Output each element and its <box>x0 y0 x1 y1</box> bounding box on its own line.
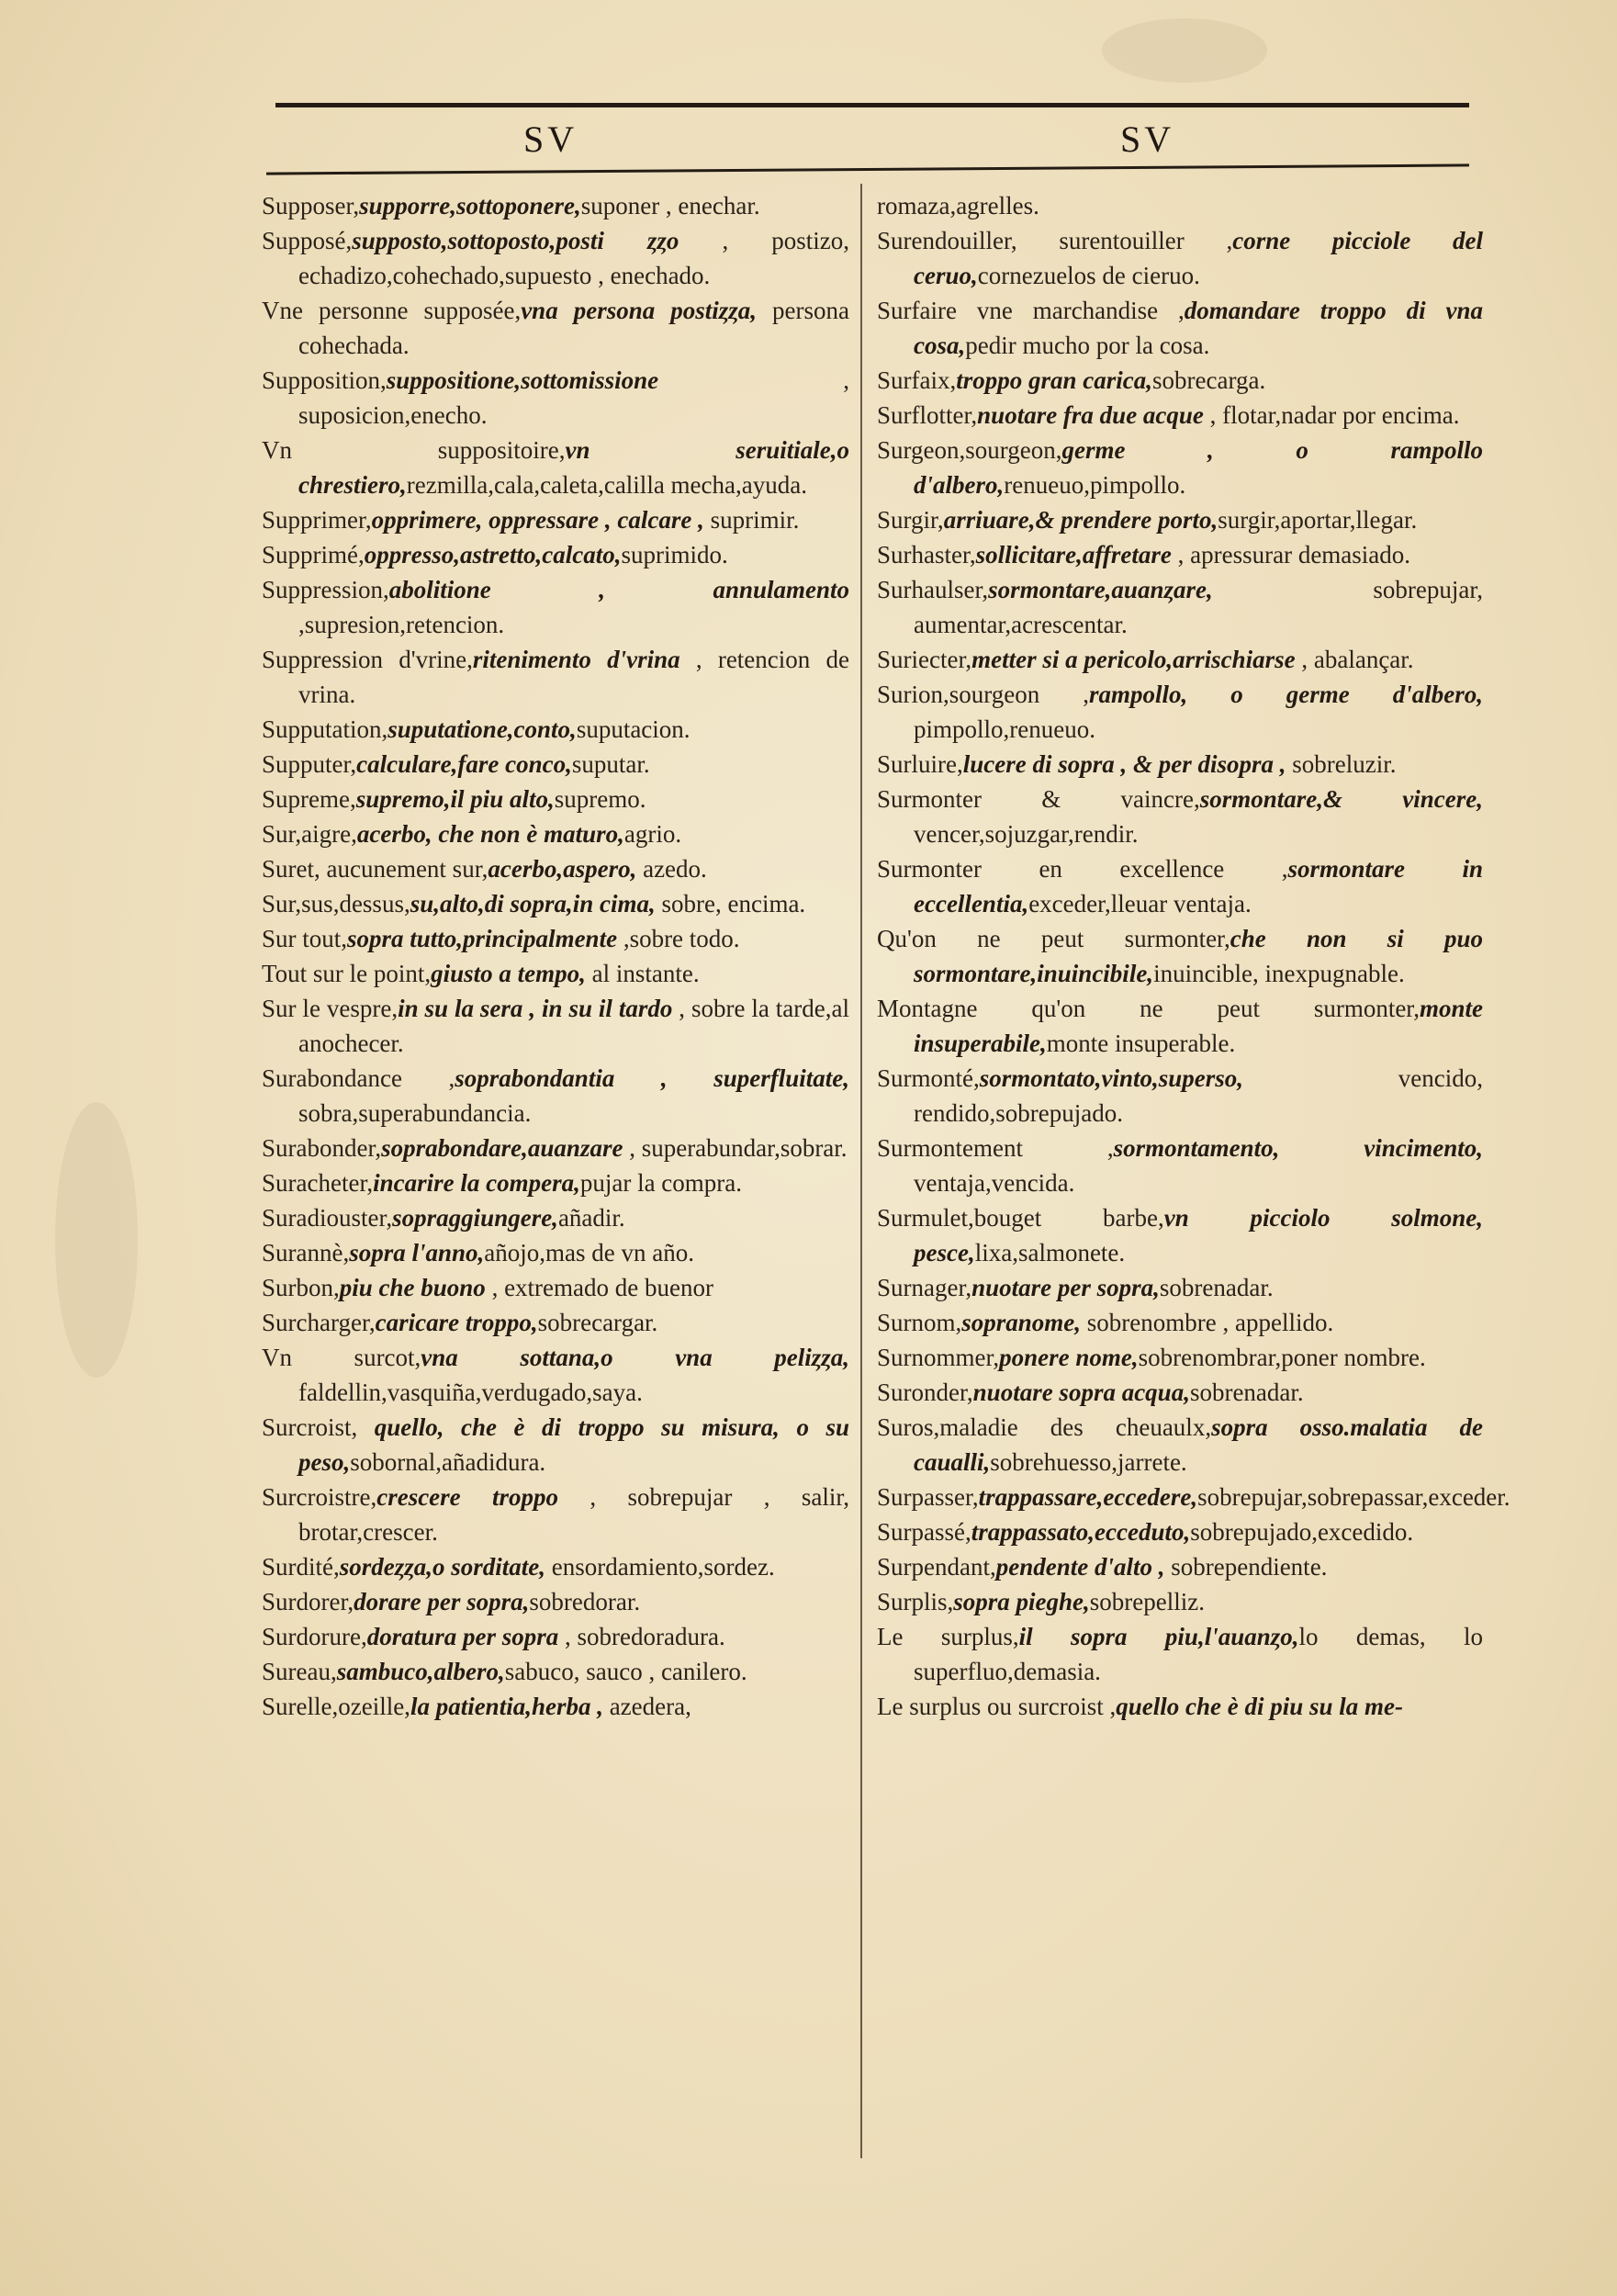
italian-gloss: quello, che è di troppo su misura, o su peso, <box>298 1413 849 1476</box>
spanish-gloss: pimpollo,renueuo. <box>914 715 1095 743</box>
italian-gloss: vna sottana,o vna peliȥȥa, <box>421 1344 850 1371</box>
column-divider <box>860 184 862 2158</box>
right-column <box>877 188 1510 1724</box>
italian-gloss: sormontato,vinto,superso, <box>979 1064 1244 1092</box>
dictionary-entry <box>262 991 849 1061</box>
dictionary-entry <box>877 398 1483 433</box>
italian-gloss: sopra osso.malatia de caualli, <box>914 1413 1483 1476</box>
italian-gloss: acerbo, che non è maturo, <box>356 820 624 848</box>
spanish-gloss: supremo. <box>554 785 646 813</box>
italian-gloss: soprabondantia , superfluitate, <box>455 1064 849 1092</box>
spanish-gloss: sobrecarga. <box>1152 366 1266 394</box>
italian-gloss: supposto,sottoposto,posti ȥȥo <box>352 227 679 254</box>
dictionary-entry <box>877 1270 1483 1305</box>
italian-gloss: sordeȥȥa,o sorditate, <box>339 1553 546 1581</box>
spanish-gloss: ensordamiento,sordez. <box>545 1553 775 1581</box>
italian-gloss: sopranome, <box>961 1309 1082 1336</box>
headword: Suppression, <box>262 576 389 603</box>
spanish-gloss: ,supresion,retencion. <box>298 611 505 638</box>
spanish-gloss: sobrepujar, aumentar,acrescentar. <box>914 576 1483 638</box>
dictionary-entry <box>262 293 849 363</box>
headword: Supposer, <box>262 192 360 219</box>
dictionary-entry <box>877 537 1483 572</box>
italian-gloss: metter si a pericolo,arrischiarse <box>971 646 1296 673</box>
italian-gloss: soprabondare,auanzare <box>381 1134 623 1162</box>
dictionary-entry <box>877 677 1483 747</box>
dictionary-entry <box>262 1654 849 1689</box>
headword: Surdité, <box>262 1553 340 1581</box>
headword: Surnager, <box>877 1274 972 1301</box>
spanish-gloss: exceder,lleuar ventaja. <box>1028 890 1252 917</box>
italian-gloss: sormontare,auanȥare, <box>988 576 1213 603</box>
headword: Surmonter & vaincre, <box>877 785 1200 813</box>
dictionary-entry <box>877 363 1483 398</box>
headword: Montagne qu'on ne peut surmonter, <box>877 995 1420 1022</box>
italian-gloss: arriuare,& prendere porto, <box>943 506 1218 534</box>
italian-gloss: quello che è di piu su la me- <box>1116 1693 1403 1720</box>
dictionary-entry <box>877 921 1483 991</box>
dictionary-entry <box>877 642 1483 677</box>
spanish-gloss: , sobredoradura. <box>558 1623 725 1650</box>
italian-gloss: pendente d'alto , <box>995 1553 1165 1581</box>
italian-gloss: nuotare fra due acque <box>977 401 1204 429</box>
italian-gloss: sopra pieghe, <box>953 1588 1090 1615</box>
italian-gloss: il sopra piu,l'auanȥo, <box>1018 1623 1299 1650</box>
headword: Suradiouster, <box>262 1204 393 1232</box>
dictionary-entry <box>262 747 849 782</box>
spanish-gloss: , postizo, echadizo,cohechado,supuesto , enechado. <box>298 227 850 289</box>
spanish-gloss: sabuco, sauco , canilero. <box>504 1658 747 1685</box>
spanish-gloss: persona cohechada. <box>298 297 849 359</box>
headword: Supposé, <box>262 227 353 254</box>
dictionary-entry <box>262 1410 849 1480</box>
italian-gloss: crescere troppo <box>376 1483 559 1511</box>
spanish-gloss: sobrenombre , appellido. <box>1081 1309 1334 1336</box>
dictionary-entry <box>262 712 849 747</box>
spanish-gloss: , sobre la tarde,al anochecer. <box>298 995 849 1057</box>
headword: Surcroist, <box>262 1413 375 1441</box>
italian-gloss: giusto a tempo, <box>431 960 586 987</box>
headword: Surbon, <box>262 1274 340 1301</box>
italian-gloss: domandare troppo di vna cosa, <box>914 297 1483 359</box>
spanish-gloss: , superabundar,sobrar. <box>623 1134 848 1162</box>
headword: Surendouiller, surentouiller , <box>877 227 1233 254</box>
spanish-gloss: sobrepelliz. <box>1089 1588 1205 1615</box>
spanish-gloss: suprimido. <box>621 541 728 568</box>
italian-gloss: opprimere, oppressare , calcare , <box>371 506 704 534</box>
dictionary-entry <box>877 1410 1483 1480</box>
headword: Suriecter, <box>877 646 972 673</box>
spanish-gloss: sobredorar. <box>529 1588 641 1615</box>
italian-gloss: incarire la compera, <box>373 1169 580 1197</box>
headword: Surpassé, <box>877 1518 971 1546</box>
headword: Surpendant, <box>877 1553 996 1581</box>
dictionary-entry <box>877 747 1483 782</box>
paper-stain <box>55 1102 138 1378</box>
headword: Sureau, <box>262 1658 337 1685</box>
spanish-gloss: sobrependiente. <box>1164 1553 1328 1581</box>
spanish-gloss: vencer,sojuzgar,rendir. <box>914 820 1139 848</box>
dictionary-entry <box>262 782 849 816</box>
spanish-gloss: sobrenombrar,poner nombre. <box>1138 1344 1426 1371</box>
spanish-gloss: , apressurar demasiado. <box>1171 541 1411 568</box>
headword: Suracheter, <box>262 1169 374 1197</box>
dictionary-entry <box>262 1689 849 1724</box>
dictionary-entry <box>877 1131 1483 1200</box>
dictionary-entry <box>262 956 849 991</box>
headword: Surnommer, <box>877 1344 1000 1371</box>
italian-gloss: rampollo, o germe d'albero, <box>1089 681 1483 708</box>
dictionary-entry <box>262 886 849 921</box>
italian-gloss: sopra l'anno, <box>349 1239 485 1266</box>
dictionary-entry <box>262 223 849 293</box>
headword: Surhaster, <box>877 541 976 568</box>
headword: Surdorure, <box>262 1623 367 1650</box>
spanish-gloss: faldellin,vasquiña,verdugado,saya. <box>298 1379 643 1406</box>
spanish-gloss: sobrepujado,excedido. <box>1190 1518 1414 1546</box>
italian-gloss: corne picciole del ceruo, <box>914 227 1484 289</box>
headword: Surfaix, <box>877 366 957 394</box>
dictionary-entry <box>877 502 1483 537</box>
headword: Surmulet,bouget barbe, <box>877 1204 1164 1232</box>
italian-gloss: calculare,fare conco, <box>356 750 572 778</box>
headword: Sur,aigre, <box>262 820 357 848</box>
spanish-gloss: azedo. <box>636 855 707 883</box>
dictionary-entry <box>877 1619 1483 1689</box>
headword: Surmonter en excellence , <box>877 855 1288 883</box>
top-rule <box>275 103 1469 107</box>
italian-gloss: doratura per sopra <box>366 1623 559 1650</box>
dictionary-entry <box>877 1061 1483 1131</box>
headword: Le surplus, <box>877 1623 1019 1650</box>
italian-gloss: suputatione,conto, <box>387 715 577 743</box>
spanish-gloss: surgir,aportar,llegar. <box>1218 506 1418 534</box>
spanish-gloss: renueuo,pimpollo. <box>1004 471 1186 499</box>
dictionary-entry <box>262 363 849 433</box>
dictionary-entry <box>262 1200 849 1235</box>
italian-gloss: in su la sera , in su il tardo <box>398 995 673 1022</box>
spanish-gloss: pedir mucho por la cosa. <box>965 332 1210 359</box>
dictionary-entry <box>262 816 849 851</box>
dictionary-entry <box>262 1480 849 1549</box>
spanish-gloss: suprimir. <box>703 506 800 534</box>
headword: Surhaulser, <box>877 576 989 603</box>
dictionary-entry <box>877 1340 1483 1375</box>
italian-gloss: sormontare in eccellentia, <box>914 855 1483 917</box>
spanish-gloss: azedera, <box>602 1693 691 1720</box>
dictionary-entry <box>877 1549 1483 1584</box>
headword: Surfaire vne marchandise , <box>877 297 1185 324</box>
italian-gloss: che non si puo sormontare,inuincibile, <box>914 925 1483 987</box>
dictionary-entry <box>877 1689 1483 1724</box>
dictionary-entry <box>262 1340 849 1410</box>
headword: Vn surcot, <box>262 1344 421 1371</box>
spanish-gloss: lixa,salmonete. <box>974 1239 1126 1266</box>
headword: Supputer, <box>262 750 357 778</box>
headword: Surelle,ozeille, <box>262 1693 410 1720</box>
spanish-gloss: cornezuelos de cieruo. <box>977 262 1200 289</box>
headword: Vn suppositoire, <box>262 436 566 464</box>
headword: Surdorer, <box>262 1588 354 1615</box>
italian-gloss: vn picciolo solmone, pesce, <box>914 1204 1483 1266</box>
italian-gloss: trappassare,eccedere, <box>978 1483 1198 1511</box>
spanish-gloss: , flotar,nadar por encima. <box>1203 401 1460 429</box>
headword: Qu'on ne peut surmonter, <box>877 925 1230 952</box>
spanish-gloss: agrio. <box>623 820 682 848</box>
spanish-gloss: pujar la compra. <box>579 1169 743 1197</box>
italian-gloss: monte insuperabile, <box>914 995 1483 1057</box>
headword: Surannè, <box>262 1239 350 1266</box>
headword: Surcharger, <box>262 1309 376 1336</box>
headword: Surflotter, <box>877 401 978 429</box>
dictionary-entry <box>877 1480 1510 1514</box>
spanish-gloss: sobra,superabundancia. <box>298 1099 532 1127</box>
italian-gloss: sollicitare,affretare <box>975 541 1172 568</box>
italian-gloss: vn seruitiale,o chrestiero, <box>298 436 849 499</box>
dictionary-entry <box>262 1549 849 1584</box>
italian-gloss: sopraggiungere, <box>392 1204 558 1232</box>
dictionary-entry <box>877 1514 1483 1549</box>
headword: Supposition, <box>262 366 387 394</box>
headword: Surplis, <box>877 1588 954 1615</box>
dictionary-entry <box>262 1131 849 1165</box>
spanish-gloss: al instante. <box>585 960 700 987</box>
dictionary-entry <box>877 1584 1483 1619</box>
spanish-gloss: lo demas, lo superfluo,demasia. <box>914 1623 1483 1685</box>
dictionary-entry <box>877 223 1483 293</box>
italian-gloss: supremo,il piu alto, <box>355 785 555 813</box>
headword: Suros,maladie des cheuaulx, <box>877 1413 1212 1441</box>
spanish-gloss: sobrenadar. <box>1189 1379 1304 1406</box>
italian-gloss: lucere di sopra , & per disopra , <box>962 750 1286 778</box>
dictionary-entry <box>262 1235 849 1270</box>
spanish-gloss: sobornal,añadidura. <box>350 1448 546 1476</box>
headword: Surabondance , <box>262 1064 455 1092</box>
dictionary-entry <box>262 851 849 886</box>
headword: Surgir, <box>877 506 944 534</box>
dictionary-entry <box>877 293 1483 363</box>
dictionary-entry <box>262 1165 849 1200</box>
dictionary-entry <box>262 188 849 223</box>
italian-gloss: abolitione , annulamento <box>388 576 849 603</box>
spanish-gloss: sobre, encima. <box>655 890 806 917</box>
spanish-gloss: sobreluzir. <box>1286 750 1397 778</box>
spanish-gloss: , retencion de vrina. <box>298 646 849 708</box>
headword: Surcroistre, <box>262 1483 377 1511</box>
dictionary-entry <box>262 433 849 502</box>
headword: Surmontement , <box>877 1134 1114 1162</box>
headword: Surion,sourgeon , <box>877 681 1090 708</box>
italian-gloss: trappassato,ecceduto, <box>971 1518 1191 1546</box>
spanish-gloss: inuincible, inexpugnable. <box>1153 960 1405 987</box>
spanish-gloss: añadir. <box>557 1204 625 1232</box>
italian-gloss: germe , o rampollo d'albero, <box>914 436 1483 499</box>
italian-gloss: troppo gran carica, <box>956 366 1152 394</box>
left-column <box>262 188 849 1724</box>
headword: Surmonté, <box>877 1064 980 1092</box>
spanish-gloss: suputar. <box>571 750 650 778</box>
dictionary-entry <box>877 1375 1483 1410</box>
italian-gloss: supporre,sottoponere, <box>359 192 581 219</box>
spanish-gloss: sobrenadar. <box>1159 1274 1274 1301</box>
dictionary-entry <box>877 572 1483 642</box>
dictionary-entry <box>262 642 849 712</box>
spanish-gloss: sobrepujar,sobrepassar,exceder. <box>1197 1483 1510 1511</box>
spanish-gloss: , extremado de buenor <box>485 1274 713 1301</box>
headword: Supputation, <box>262 715 388 743</box>
headword: Suppression d'vrine, <box>262 646 473 673</box>
headword: Surgeon,sourgeon, <box>877 436 1062 464</box>
headword: Sur,sus,dessus, <box>262 890 410 917</box>
dictionary-entry <box>262 1305 849 1340</box>
headword: Supprimer, <box>262 506 372 534</box>
italian-gloss: caricare troppo, <box>375 1309 538 1336</box>
spanish-gloss: , abalançar. <box>1295 646 1414 673</box>
italian-gloss: ritenimento d'vrina <box>472 646 680 673</box>
headword: Supreme, <box>262 785 356 813</box>
headword: Tout sur le point, <box>262 960 432 987</box>
paper-stain <box>1102 18 1267 83</box>
headword: Sur tout, <box>262 925 348 952</box>
spanish-gloss: , sobrepujar , salir, brotar,crescer. <box>298 1483 849 1546</box>
italian-gloss: piu che buono <box>339 1274 486 1301</box>
headword: Surnom, <box>877 1309 962 1336</box>
italian-gloss: su,alto,di sopra,in cima, <box>410 890 656 917</box>
italian-gloss: nuotare sopra acqua, <box>972 1379 1190 1406</box>
headword: Vne personne supposée, <box>262 297 522 324</box>
italian-gloss: acerbo,aspero, <box>488 855 637 883</box>
spanish-gloss: suputacion. <box>576 715 691 743</box>
dictionary-entry <box>877 991 1483 1061</box>
italian-gloss: sopra tutto,principalmente <box>347 925 618 952</box>
dictionary-entry <box>262 572 849 642</box>
headword: Surluire, <box>877 750 963 778</box>
italian-gloss: vna persona postiȥȥa, <box>521 297 758 324</box>
headword: Surpasser, <box>877 1483 979 1511</box>
spanish-gloss: romaza,agrelles. <box>877 192 1039 219</box>
italian-gloss: nuotare per sopra, <box>971 1274 1160 1301</box>
spanish-gloss: sobrecargar. <box>537 1309 658 1336</box>
header-rule <box>266 163 1469 174</box>
dictionary-entry <box>877 1305 1483 1340</box>
dictionary-entry <box>262 921 849 956</box>
spanish-gloss: , suposicion,enecho. <box>298 366 849 429</box>
dictionary-entry <box>262 1584 849 1619</box>
dictionary-entry <box>262 537 849 572</box>
dictionary-entry <box>262 502 849 537</box>
italian-gloss: ponere nome, <box>999 1344 1139 1371</box>
headword: Surabonder, <box>262 1134 382 1162</box>
dictionary-entry <box>877 1200 1483 1270</box>
dictionary-entry <box>877 851 1483 921</box>
dictionary-entry <box>877 433 1483 502</box>
headword: Supprimé, <box>262 541 365 568</box>
running-head-left: SV <box>523 118 578 160</box>
spanish-gloss: añojo,mas de vn año. <box>484 1239 694 1266</box>
dictionary-entry <box>262 1270 849 1305</box>
headword: Sur le vespre, <box>262 995 399 1022</box>
dictionary-entry <box>262 1619 849 1654</box>
spanish-gloss: monte insuperable. <box>1046 1030 1236 1057</box>
running-head-right: SV <box>1120 118 1175 160</box>
spanish-gloss: vencido, rendido,sobrepujado. <box>914 1064 1483 1127</box>
headword: Suret, aucunement sur, <box>262 855 488 883</box>
headword: Le surplus ou surcroist , <box>877 1693 1117 1720</box>
italian-gloss: sambuco,albero, <box>336 1658 505 1685</box>
italian-gloss: sormontamento, vincimento, <box>1113 1134 1484 1162</box>
spanish-gloss: rezmilla,cala,caleta,calilla mecha,ayuda. <box>406 471 807 499</box>
italian-gloss: la patientia,herba , <box>410 1693 603 1720</box>
spanish-gloss: ventaja,vencida. <box>914 1169 1075 1197</box>
spanish-gloss: sobrehuesso,jarrete. <box>990 1448 1187 1476</box>
dictionary-entry <box>262 1061 849 1131</box>
spanish-gloss: ,sobre todo. <box>617 925 740 952</box>
italian-gloss: sormontare,& vincere, <box>1199 785 1483 813</box>
italian-gloss: suppositione,sottomissione <box>386 366 659 394</box>
spanish-gloss: suponer , enechar. <box>580 192 760 219</box>
headword: Suronder, <box>877 1379 973 1406</box>
dictionary-entry <box>877 188 1483 223</box>
italian-gloss: dorare per sopra, <box>354 1588 530 1615</box>
italian-gloss: oppresso,astretto,calcato, <box>364 541 622 568</box>
dictionary-entry <box>877 782 1483 851</box>
